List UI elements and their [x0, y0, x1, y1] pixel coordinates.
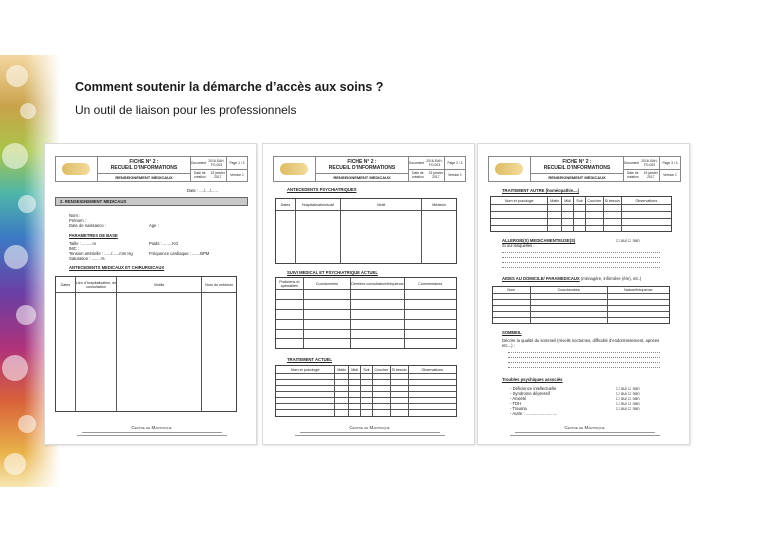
suivi-table: Praticiens et spécialités Coordonnées Dernière consultation/fréquence Commentaires	[275, 277, 457, 349]
allergie-checkbox[interactable]: ☐ oui ☐ non	[616, 238, 640, 243]
trouble-item: - Syndrome dépressif	[510, 391, 550, 396]
date-field: Date : ..../..../......	[187, 188, 218, 193]
sommeil-title: SOMMEIL	[502, 330, 522, 335]
trouble-item: - Trauma	[510, 406, 527, 411]
form-header: FICHE N° 2 : RECUEIL D’INFORMATIONS RENSEIGNEMENT MEDICAUX Document 2016-SAH-FO-003 Date de création 15 janvier 2017 Page 3 / 3 Version 1	[488, 156, 681, 182]
antecedents-title: ANTECEDENTS MEDICAUX ET CHIRURGICAUX	[69, 265, 165, 270]
frequence-label: Fréquence cardiaque : .......BPM	[149, 251, 210, 256]
aides-title: AIDES AU DOMICILE/ PARAMEDICAUX	[502, 276, 580, 281]
allergie-sub: Si oui lesquelles :	[502, 243, 535, 248]
trouble-checkbox[interactable]: ☐ oui ☐ non	[616, 401, 640, 406]
aides-line	[502, 276, 641, 281]
nom-label: Nom :	[69, 213, 81, 218]
age-label: Age :	[149, 223, 159, 228]
page-footer: Centre de Martinique	[55, 425, 248, 436]
org-logo	[489, 157, 531, 181]
page-footer: Centre de Martinique	[273, 425, 466, 436]
form-header: FICHE N° 2 : RECUEIL D’INFORMATIONS RENSEIGNEMENT MEDICAUX Document 2016-SAH-FO-003 Date de création 15 janvier 2017 Page 1 / 3 Version 1	[55, 156, 248, 182]
taille-label: Taille : .........m	[69, 241, 96, 246]
trouble-checkbox[interactable]: ☐ oui ☐ non	[616, 396, 640, 401]
allergie-title: ALLERGIE(S) MEDICAMENTEUSE(S)	[502, 238, 576, 243]
trouble-item: - Anxiété	[510, 396, 527, 401]
poids-label: Poids : ........KG	[149, 241, 179, 246]
psy-title: ANTECEDENTS PSYCHIATRIQUES	[287, 187, 357, 192]
trouble-item: - Autre : ...........................	[510, 411, 558, 416]
autre-title: TRAITEMENT AUTRE (homéopathie....)	[502, 188, 580, 193]
page-footer: Centre de Martinique	[488, 425, 681, 436]
tension-label: Tension artérielle : ....../......mm Hg	[69, 251, 133, 256]
traitement-table: Nom et posologie Matin Midi Soir Coucher Si besoin Observations	[275, 365, 457, 417]
trouble-checkbox[interactable]: ☐ oui ☐ non	[616, 406, 640, 411]
antecedents-table: Dates Lieu d’hospitalisation, de consultation Motifs Nom du médecin	[55, 276, 237, 412]
trouble-item: - TDH	[510, 401, 522, 406]
trouble-checkbox[interactable]: ☐ oui ☐ non	[616, 386, 640, 391]
slide-subtitle: Un outil de liaison pour les professionnels	[75, 103, 297, 117]
sommeil-text: Décrire la qualité du sommeil (réveils nocturnes, difficulté d’endormissement, apnées etc...) :	[502, 338, 660, 349]
suivi-title: SUIVI MEDICAL ET PSYCHIATRIQUE ACTUEL	[287, 270, 378, 275]
imc-label: IMC :	[69, 246, 80, 251]
psy-table: Dates Hospitalisation/suivi Motif Médecin	[275, 198, 457, 264]
section-band: 2. RENSEIGNEMENT MEDICAUX	[55, 197, 248, 206]
saturation-label: Saturation : ........%	[69, 256, 105, 261]
trait-title: TRAITEMENT ACTUEL	[287, 357, 332, 362]
form-page-1	[44, 143, 257, 445]
trouble-item: - Déficience intellectuelle	[510, 386, 557, 391]
org-logo	[274, 157, 316, 181]
troubles-title: Troubles psychiques associés	[502, 377, 563, 382]
bokeh-dot	[4, 453, 26, 475]
param-title: PARAMETRES DE BASE	[69, 233, 118, 238]
form-page-2	[262, 143, 475, 445]
trouble-checkbox[interactable]: ☐ oui ☐ non	[616, 391, 640, 396]
form-header: FICHE N° 2 : RECUEIL D’INFORMATIONS RENSEIGNEMENT MEDICAUX Document 2016-SAH-FO-003 Date de création 15 janvier 2017 Page 2 / 3 Version 1	[273, 156, 466, 182]
autre-table: Nom et posologie Matin Midi Soir Coucher Si besoin Observations	[490, 196, 672, 232]
org-logo	[56, 157, 98, 181]
aides-table: Nom Coordonnées Nature/fréquence	[492, 286, 670, 324]
prenom-label: Prénom :	[69, 218, 86, 223]
naissance-label: Date de naissance :	[69, 223, 107, 228]
aides-note: (ménagère, infirmière (ère), etc.)	[580, 276, 642, 281]
slide-title: Comment soutenir la démarche d’accès aux soins ?	[75, 80, 384, 94]
form-page-3	[477, 143, 690, 445]
